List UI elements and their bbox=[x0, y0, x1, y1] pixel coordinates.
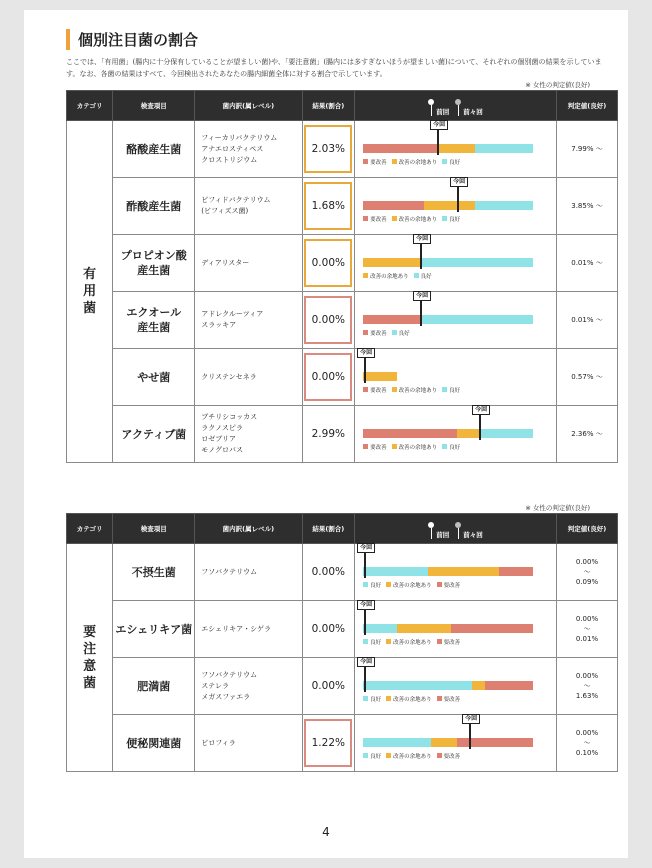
legend-swatch bbox=[442, 387, 447, 392]
result-cell bbox=[302, 121, 355, 178]
result-cell bbox=[302, 349, 355, 406]
legend-label: 要改善 bbox=[370, 330, 387, 337]
header-graph bbox=[355, 91, 557, 121]
report-page bbox=[24, 10, 628, 858]
header-graph bbox=[355, 514, 557, 544]
pin-prev2 bbox=[455, 522, 483, 539]
range-bar bbox=[363, 681, 533, 690]
legend-swatch bbox=[363, 216, 368, 221]
result-value: 0.00% bbox=[311, 680, 345, 692]
legend-item-caution bbox=[392, 443, 438, 451]
genus-name: ビロフィラ bbox=[201, 738, 236, 747]
genus-name: モノグロバス bbox=[201, 446, 244, 454]
result-value: 2.99% bbox=[311, 428, 345, 440]
current-marker bbox=[420, 242, 422, 269]
legend-label: 改善の余地あり bbox=[398, 216, 438, 223]
reference-value: 3.85% 〜 bbox=[556, 178, 617, 235]
result-cell bbox=[302, 406, 355, 463]
current-marker bbox=[437, 128, 439, 155]
legend-item-good bbox=[363, 581, 381, 589]
range-legend bbox=[363, 752, 465, 760]
legend-swatch bbox=[442, 444, 447, 449]
legend-label: 改善の余地あり bbox=[393, 753, 432, 760]
category-char: 用 bbox=[83, 284, 97, 299]
result-value: 0.00% bbox=[311, 623, 345, 635]
range-legend bbox=[363, 695, 465, 703]
genus-name: フィーカリバクテリウム bbox=[201, 133, 278, 142]
reference-value: 0.00% 〜 0.10% bbox=[556, 715, 617, 772]
legend-item-caution bbox=[386, 581, 432, 589]
legend-swatch bbox=[386, 696, 391, 701]
legend-item-bad bbox=[437, 581, 461, 589]
legend-label: 良好 bbox=[420, 273, 432, 280]
caution-bacteria-table bbox=[66, 513, 618, 772]
genus-name: (ビフィズス菌) bbox=[201, 207, 249, 215]
table-row bbox=[67, 121, 618, 178]
legend-label: 良好 bbox=[449, 444, 461, 451]
range-legend bbox=[363, 581, 465, 589]
range-bar bbox=[363, 372, 533, 381]
genus-list bbox=[195, 715, 302, 772]
range-segment-good bbox=[363, 624, 397, 633]
result-value: 0.00% bbox=[304, 239, 352, 287]
result-cell bbox=[302, 544, 355, 601]
category-char: 菌 bbox=[83, 675, 97, 691]
range-graph bbox=[355, 178, 557, 235]
legend-label: 良好 bbox=[370, 696, 382, 703]
category-char: 有 bbox=[83, 267, 97, 282]
genus-name: ステレラ bbox=[201, 681, 230, 690]
legend-item-caution bbox=[386, 638, 432, 646]
page-number: 4 bbox=[322, 825, 330, 839]
range-segment-caution bbox=[438, 144, 475, 153]
table-row bbox=[67, 235, 618, 292]
genus-name: ディアリスター bbox=[201, 258, 250, 267]
legend-label: 改善の余地あり bbox=[398, 387, 438, 394]
legend-label: 要改善 bbox=[443, 753, 461, 760]
item-name: エシェリキア菌 bbox=[113, 601, 195, 658]
header-item: 検査項目 bbox=[113, 514, 195, 544]
legend-item-good bbox=[363, 752, 381, 760]
pin-prev2-icon bbox=[455, 99, 461, 116]
item-name: エクオール 産生菌 bbox=[113, 292, 195, 349]
legend-item-bad bbox=[437, 638, 461, 646]
range-graph bbox=[355, 715, 557, 772]
range-segment-bad bbox=[485, 681, 533, 690]
current-marker bbox=[364, 665, 366, 692]
reference-value: 0.01% 〜 bbox=[556, 292, 617, 349]
current-marker bbox=[457, 185, 459, 212]
legend-item-bad bbox=[437, 695, 461, 703]
legend-label: 改善の余地あり bbox=[393, 582, 432, 589]
item-name: 酪酸産生菌 bbox=[113, 121, 195, 178]
item-name: アクティブ菌 bbox=[113, 406, 195, 463]
legend-label: 改善の余地あり bbox=[393, 696, 432, 703]
range-graph bbox=[355, 121, 557, 178]
result-cell bbox=[302, 715, 355, 772]
legend-swatch bbox=[437, 696, 442, 701]
range-graph bbox=[355, 601, 557, 658]
header-category: カテゴリ bbox=[67, 514, 113, 544]
range-segment-good bbox=[475, 201, 533, 210]
genus-list bbox=[195, 235, 302, 292]
legend-label: 良好 bbox=[398, 330, 410, 337]
range-segment-caution bbox=[428, 567, 499, 576]
pin-prev bbox=[428, 99, 449, 116]
range-segment-good bbox=[363, 681, 472, 690]
current-marker bbox=[420, 299, 422, 326]
intro-text: ここでは、「有用菌」(腸内に十分保有していることが望ましい菌)や、「要注意菌」(腸内には多すぎないほうが望ましい菌)について、それぞれの個別菌の結果を示しています。なお、各菌の結果はすべて、今回検出されたあなたの腸内細菌全体に対する割合で示しています。 bbox=[66, 58, 602, 78]
range-bar bbox=[363, 567, 533, 576]
legend-swatch bbox=[386, 639, 391, 644]
result-value: 0.00% bbox=[311, 566, 345, 578]
pin-prev bbox=[428, 522, 449, 539]
genus-list bbox=[195, 601, 302, 658]
range-legend bbox=[363, 272, 437, 280]
legend-swatch bbox=[442, 216, 447, 221]
category-char: 菌 bbox=[83, 301, 97, 316]
item-name: 便秘関連菌 bbox=[113, 715, 195, 772]
table-row bbox=[67, 178, 618, 235]
pin-prev2 bbox=[455, 99, 483, 116]
legend-swatch bbox=[392, 159, 397, 164]
genus-name: アドレクルーツィア bbox=[201, 310, 264, 318]
range-segment-good bbox=[363, 738, 431, 747]
pin-prev-label: 前回 bbox=[436, 108, 450, 116]
current-marker bbox=[364, 356, 366, 383]
legend-swatch bbox=[363, 582, 368, 587]
range-segment-caution bbox=[424, 201, 475, 210]
current-marker-label: 今回 bbox=[413, 291, 431, 301]
legend-label: 良好 bbox=[449, 216, 461, 223]
legend-label: 良好 bbox=[370, 582, 382, 589]
range-segment-caution bbox=[472, 681, 486, 690]
legend-swatch bbox=[386, 753, 391, 758]
reference-value: 7.99% 〜 bbox=[556, 121, 617, 178]
category-cell bbox=[67, 121, 113, 463]
legend-swatch bbox=[392, 330, 397, 335]
range-segment-bad bbox=[499, 567, 533, 576]
header-result: 結果(割合) bbox=[302, 514, 355, 544]
table-row bbox=[67, 601, 618, 658]
header-genus: 菌内訳(属レベル) bbox=[195, 514, 302, 544]
genus-name: ラクノスピラ bbox=[201, 424, 243, 432]
category-char: 要 bbox=[83, 624, 97, 640]
item-name: プロピオン酸 産生菌 bbox=[113, 235, 195, 292]
legend-swatch bbox=[437, 582, 442, 587]
pin-legend bbox=[355, 91, 556, 120]
current-marker-label: 今回 bbox=[357, 543, 375, 553]
legend-item-good bbox=[363, 638, 381, 646]
legend-swatch bbox=[363, 387, 368, 392]
table-row bbox=[67, 349, 618, 406]
current-marker-label: 今回 bbox=[462, 714, 480, 724]
table-row bbox=[67, 406, 618, 463]
reference-note: ※ 女性の判定値(良好) bbox=[525, 81, 590, 89]
range-bar bbox=[363, 738, 533, 747]
reference-value: 2.36% 〜 bbox=[556, 406, 617, 463]
section-title bbox=[66, 28, 198, 50]
genus-name: ビフィドバクテリウム bbox=[201, 196, 271, 204]
legend-item-caution bbox=[392, 386, 438, 394]
result-value: 2.03% bbox=[304, 125, 352, 173]
current-marker-label: 今回 bbox=[450, 177, 468, 187]
result-value: 0.00% bbox=[304, 353, 352, 401]
legend-label: 良好 bbox=[370, 753, 382, 760]
legend-swatch bbox=[392, 444, 397, 449]
reference-value: 0.01% 〜 bbox=[556, 235, 617, 292]
reference-note-2: ※ 女性の判定値(良好) bbox=[525, 504, 590, 512]
legend-label: 要改善 bbox=[443, 696, 461, 703]
legend-swatch bbox=[414, 273, 419, 278]
genus-name: クリステンセネラ bbox=[201, 372, 257, 381]
legend-item-caution bbox=[386, 752, 432, 760]
legend-label: 要改善 bbox=[443, 639, 461, 646]
range-bar bbox=[363, 258, 533, 267]
legend-item-bad bbox=[363, 443, 387, 451]
legend-item-caution bbox=[386, 695, 432, 703]
legend-swatch bbox=[363, 444, 368, 449]
range-legend bbox=[363, 386, 465, 394]
legend-label: 改善の余地あり bbox=[398, 444, 438, 451]
genus-list bbox=[195, 121, 302, 178]
legend-label: 良好 bbox=[449, 159, 461, 166]
range-graph bbox=[355, 349, 557, 406]
table-row bbox=[67, 658, 618, 715]
useful-bacteria-table bbox=[66, 90, 618, 463]
range-segment-bad bbox=[457, 738, 534, 747]
legend-item-good bbox=[363, 695, 381, 703]
legend-label: 良好 bbox=[449, 387, 461, 394]
legend-item-good bbox=[442, 158, 460, 166]
range-legend bbox=[363, 215, 465, 223]
genus-list bbox=[195, 178, 302, 235]
pin-prev2-label: 前々回 bbox=[463, 108, 483, 116]
range-segment-bad bbox=[363, 201, 424, 210]
item-name: やせ菌 bbox=[113, 349, 195, 406]
legend-item-good bbox=[442, 386, 460, 394]
result-cell bbox=[302, 178, 355, 235]
header-item: 検査項目 bbox=[113, 91, 195, 121]
range-graph bbox=[355, 544, 557, 601]
current-marker-label: 今回 bbox=[430, 120, 448, 130]
title-accent-bar bbox=[66, 29, 70, 50]
range-legend bbox=[363, 638, 465, 646]
result-cell bbox=[302, 235, 355, 292]
current-marker-label: 今回 bbox=[357, 600, 375, 610]
legend-swatch bbox=[363, 330, 368, 335]
genus-name: ブチリシコッカス bbox=[201, 413, 258, 421]
table-row bbox=[67, 544, 618, 601]
genus-name: メガスファエラ bbox=[201, 692, 251, 701]
result-value: 1.68% bbox=[304, 182, 352, 230]
range-bar bbox=[363, 624, 533, 633]
header-reference: 判定値(良好) bbox=[556, 91, 617, 121]
table-row bbox=[67, 715, 618, 772]
current-marker bbox=[469, 722, 471, 749]
legend-label: 要改善 bbox=[370, 159, 387, 166]
item-name: 肥満菌 bbox=[113, 658, 195, 715]
header-category: カテゴリ bbox=[67, 91, 113, 121]
current-marker-label: 今回 bbox=[357, 348, 375, 358]
legend-swatch bbox=[363, 753, 368, 758]
range-segment-bad bbox=[363, 315, 421, 324]
genus-name: フソバクテリウム bbox=[201, 567, 258, 576]
legend-item-bad bbox=[363, 215, 387, 223]
range-segment-caution bbox=[363, 372, 397, 381]
range-segment-caution bbox=[397, 624, 451, 633]
range-legend bbox=[363, 329, 415, 337]
current-marker-label: 今回 bbox=[357, 657, 375, 667]
genus-list bbox=[195, 292, 302, 349]
range-bar bbox=[363, 201, 533, 210]
range-bar bbox=[363, 144, 533, 153]
genus-name: エシェリキア・シゲラ bbox=[201, 624, 272, 633]
legend-label: 要改善 bbox=[443, 582, 461, 589]
current-marker bbox=[479, 413, 481, 440]
current-marker bbox=[364, 608, 366, 635]
legend-label: 良好 bbox=[370, 639, 382, 646]
item-name: 不摂生菌 bbox=[113, 544, 195, 601]
legend-item-bad bbox=[363, 386, 387, 394]
header-row bbox=[67, 91, 618, 121]
table-row bbox=[67, 292, 618, 349]
range-bar bbox=[363, 315, 533, 324]
range-segment-good bbox=[421, 258, 533, 267]
header-reference: 判定値(良好) bbox=[556, 514, 617, 544]
range-graph bbox=[355, 658, 557, 715]
pin-legend bbox=[355, 514, 556, 543]
genus-list bbox=[195, 658, 302, 715]
current-marker bbox=[364, 551, 366, 578]
legend-swatch bbox=[442, 159, 447, 164]
category-cell bbox=[67, 544, 113, 772]
legend-item-bad bbox=[363, 329, 387, 337]
legend-swatch bbox=[363, 639, 368, 644]
legend-swatch bbox=[392, 216, 397, 221]
range-segment-bad bbox=[363, 429, 457, 438]
legend-item-good bbox=[414, 272, 432, 280]
pin-prev-label: 前回 bbox=[436, 531, 450, 539]
genus-list bbox=[195, 349, 302, 406]
legend-swatch bbox=[392, 387, 397, 392]
range-legend bbox=[363, 443, 465, 451]
legend-item-caution bbox=[363, 272, 409, 280]
legend-label: 要改善 bbox=[370, 216, 387, 223]
range-segment-bad bbox=[451, 624, 533, 633]
range-segment-good bbox=[421, 315, 533, 324]
genus-name: スラッキア bbox=[201, 321, 237, 329]
legend-swatch bbox=[363, 273, 368, 278]
result-value: 1.22% bbox=[304, 719, 352, 767]
range-segment-caution bbox=[457, 429, 481, 438]
category-char: 意 bbox=[83, 658, 97, 674]
legend-label: 改善の余地あり bbox=[398, 159, 438, 166]
result-cell bbox=[302, 601, 355, 658]
pin-prev-icon bbox=[428, 522, 434, 539]
range-graph bbox=[355, 235, 557, 292]
genus-name: クロストリジウム bbox=[201, 155, 258, 164]
range-graph bbox=[355, 292, 557, 349]
header-result: 結果(割合) bbox=[302, 91, 355, 121]
range-legend bbox=[363, 158, 465, 166]
legend-item-caution bbox=[392, 215, 438, 223]
legend-item-bad bbox=[363, 158, 387, 166]
pin-prev-icon bbox=[428, 99, 434, 116]
legend-item-good bbox=[392, 329, 410, 337]
result-value: 0.00% bbox=[304, 296, 352, 344]
legend-item-caution bbox=[392, 158, 438, 166]
reference-value: 0.00% 〜 0.09% bbox=[556, 544, 617, 601]
pin-prev2-icon bbox=[455, 522, 461, 539]
range-segment-good bbox=[480, 429, 533, 438]
range-segment-bad bbox=[363, 144, 438, 153]
header-genus: 菌内訳(属レベル) bbox=[195, 91, 302, 121]
genus-name: フソバクテリウム bbox=[201, 670, 258, 679]
genus-name: ロゼブリア bbox=[201, 435, 237, 443]
legend-item-good bbox=[442, 443, 460, 451]
current-marker-label: 今回 bbox=[413, 234, 431, 244]
legend-swatch bbox=[437, 753, 442, 758]
pin-prev2-label: 前々回 bbox=[463, 531, 483, 539]
legend-label: 改善の余地あり bbox=[393, 639, 432, 646]
page-title: 個別注目菌の割合 bbox=[78, 30, 199, 49]
legend-swatch bbox=[386, 582, 391, 587]
legend-swatch bbox=[437, 639, 442, 644]
legend-item-good bbox=[442, 215, 460, 223]
range-graph bbox=[355, 406, 557, 463]
category-char: 注 bbox=[83, 641, 97, 657]
reference-value: 0.00% 〜 1.63% bbox=[556, 658, 617, 715]
range-segment-caution bbox=[431, 738, 457, 747]
genus-list bbox=[195, 406, 302, 463]
legend-swatch bbox=[363, 159, 368, 164]
range-segment-good bbox=[363, 567, 428, 576]
range-segment-caution bbox=[363, 258, 421, 267]
legend-item-bad bbox=[437, 752, 461, 760]
current-marker-label: 今回 bbox=[472, 405, 490, 415]
legend-label: 要改善 bbox=[370, 387, 387, 394]
reference-value: 0.00% 〜 0.01% bbox=[556, 601, 617, 658]
genus-name: アナエロスティペス bbox=[201, 144, 264, 153]
reference-value: 0.57% 〜 bbox=[556, 349, 617, 406]
genus-list bbox=[195, 544, 302, 601]
result-cell bbox=[302, 658, 355, 715]
legend-label: 要改善 bbox=[370, 444, 387, 451]
range-segment-good bbox=[475, 144, 533, 153]
legend-swatch bbox=[363, 696, 368, 701]
item-name: 酢酸産生菌 bbox=[113, 178, 195, 235]
legend-label: 改善の余地あり bbox=[370, 273, 409, 280]
result-cell bbox=[302, 292, 355, 349]
header-row bbox=[67, 514, 618, 544]
range-bar bbox=[363, 429, 533, 438]
